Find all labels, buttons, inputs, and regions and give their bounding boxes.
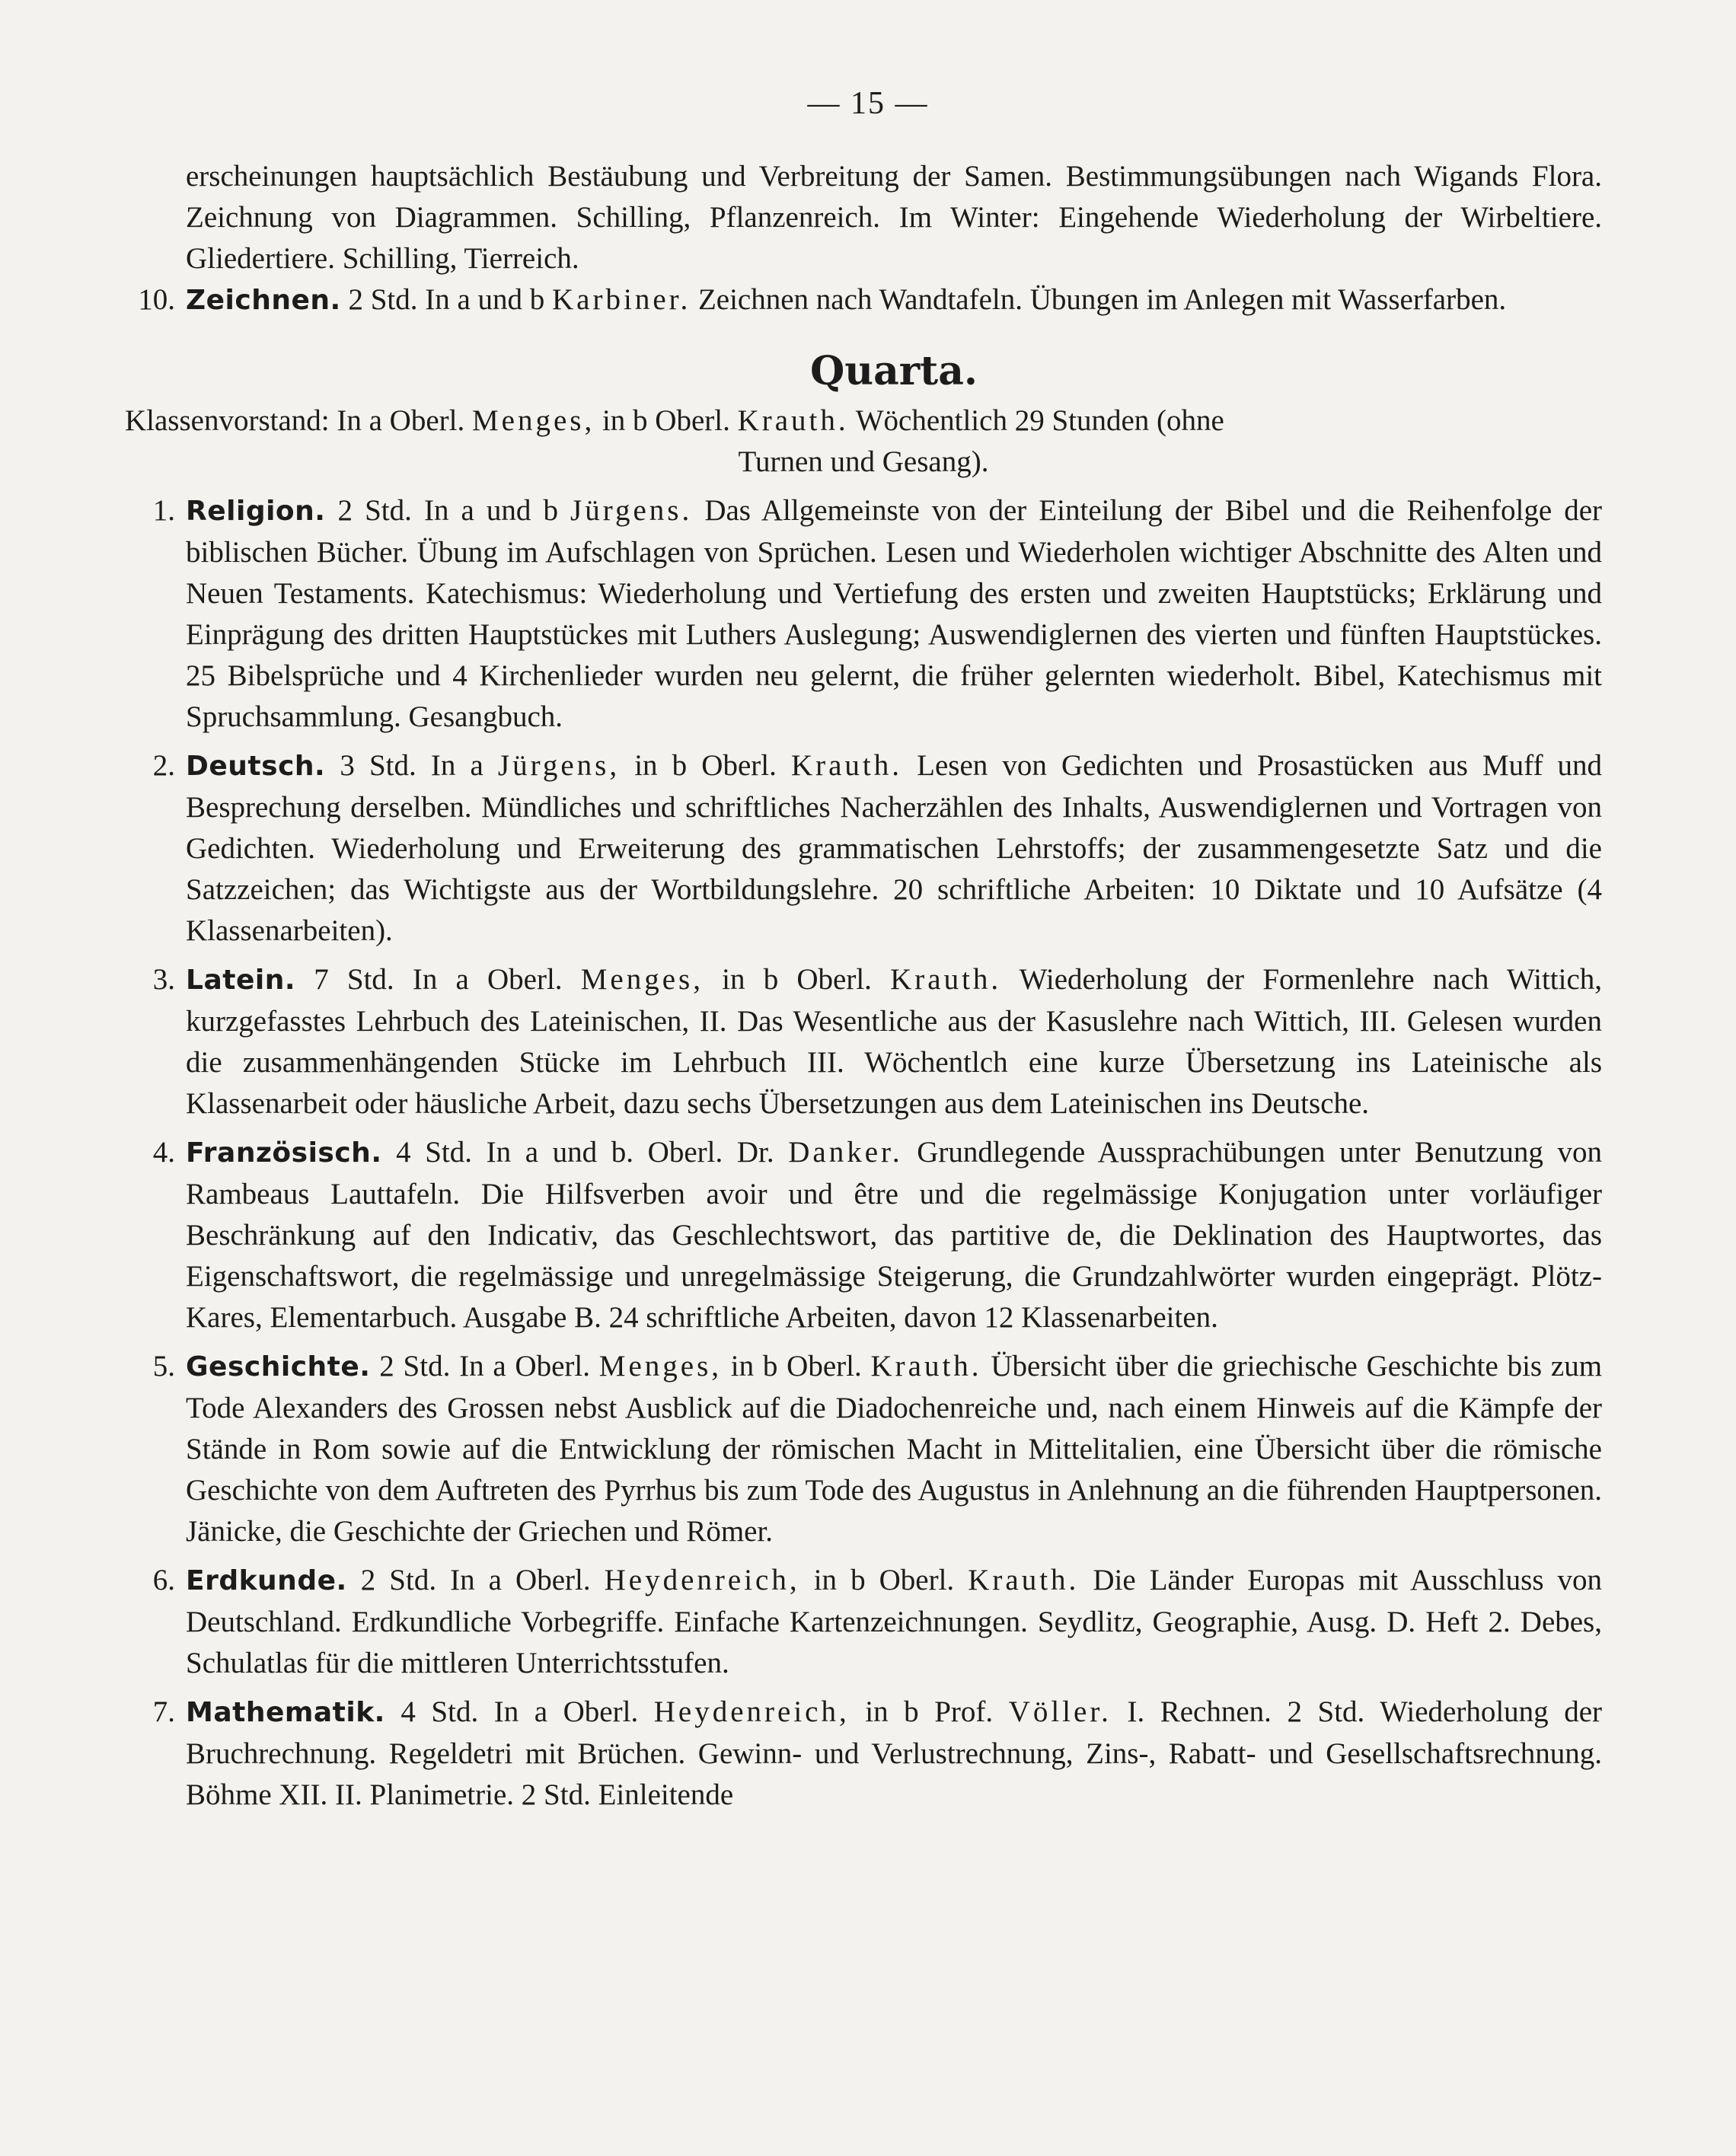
subject-heading: Geschichte.: [186, 1351, 371, 1383]
teacher-name: Karbiner.: [552, 283, 691, 316]
teacher-name: Danker.: [788, 1136, 903, 1169]
teacher-name: Menges,: [580, 963, 704, 996]
subject-item: [152, 1560, 1603, 1684]
teacher-name: Heydenreich,: [604, 1564, 800, 1596]
teacher-name: Heydenreich,: [653, 1695, 850, 1728]
item-text: Das Allgemeinste von der Einteilung der Bibel und die Reihenfolge der biblischen Bücher. Übung im Aufschlagen von Sprüchen. Lesen und Wiederholen wichtiger Abschnitte des Alten und Neuen Testaments. Katechismus: Wiederholung und Vertiefung des ersten und zweiten Hauptstücks; Erklärung und Einprägung des dritten Hauptstückes mit Luthers Auslegung; Auswendiglernen des vierten und fünften Hauptstückes. 25 Bibelsprüche und 4 Kirchenlieder wurden neu gelernt, die früher gelernten wiederholt. Bibel, Katechismus mit Spruchsammlung. Gesangbuch.: [186, 494, 1603, 733]
klassenvorstand-continuation: Turnen und Gesang).: [738, 445, 989, 478]
teacher-name: Krauth.: [968, 1564, 1080, 1596]
item-text: Zeichnen nach Wandtafeln. Übungen im Anlegen mit Wasserfarben.: [697, 283, 1507, 316]
item-text: I. Rechnen. 2 Std. Wiederholung der Bruchrechnung. Regeldetri mit Brüchen. Gewinn- und Verlustrechnung, Zins-, Rabatt- und Gesellschaftsrechnung. Böhme XII. II. Planimetrie. 2 Std. Einleitende: [186, 1695, 1603, 1811]
subject-item: [152, 490, 1603, 738]
item-pre: 2 Std. In a und b: [337, 494, 558, 527]
subject-heading: Religion.: [186, 496, 326, 527]
subject-heading: Zeichnen.: [186, 285, 341, 316]
item-pre: 4 Std. In a Oberl.: [400, 1695, 639, 1728]
teacher-name: Krauth.: [870, 1350, 982, 1383]
subject-heading: Latein.: [186, 965, 296, 996]
item-number: 5.: [152, 1350, 175, 1383]
subject-item: [152, 1346, 1603, 1552]
body-text: [125, 156, 1603, 1816]
item-number: 3.: [152, 963, 175, 996]
teacher-name: Krauth.: [790, 749, 903, 782]
teacher-name: Menges,: [471, 404, 595, 437]
item-number: 10.: [138, 283, 175, 316]
item-mid: in b Oberl.: [730, 1350, 862, 1383]
page-number: — 15 —: [807, 86, 929, 121]
subject-heading: Deutsch.: [186, 751, 326, 782]
item-number: 4.: [152, 1136, 175, 1169]
teacher-name: Krauth.: [737, 404, 849, 437]
item-mid: in b Oberl.: [813, 1564, 955, 1596]
item-number: 2.: [152, 749, 175, 782]
subject-item: [152, 745, 1603, 952]
teacher-name: Jürgens.: [570, 494, 693, 527]
item-text: Die Länder Europas mit Ausschluss von Deutschland. Erdkundliche Vorbegriffe. Einfache Kartenzeichnungen. Seydlitz, Geographie, Ausg. D. Heft 2. Debes, Schulatlas für die mittleren Unterrichtsstufen.: [186, 1564, 1603, 1679]
item-pre: 2 Std. In a und b: [348, 283, 545, 316]
item-text: Lesen von Gedichten und Prosastücken aus Muff und Besprechung derselben. Mündliches und schriftliches Nacherzählen des Inhalts, Auswendiglernen und Vortragen von Gedichten. Wiederholung und Erweiterung des grammatischen Lehrstoffs; der zusammengesetzte Satz und die Satzzeichen; das Wichtigste aus der Wortbildungslehre. 20 schriftliche Arbeiten: 10 Diktate und 10 Aufsätze (4 Klassenarbeiten).: [186, 749, 1603, 947]
klassenvorstand-line: [125, 400, 1602, 442]
subject-heading: Mathematik.: [186, 1697, 385, 1728]
item-text: Übersicht über die griechische Geschichte bis zum Tode Alexanders des Grossen nebst Ausblick auf die Diadochenreiche und, nach einem Hinweis auf die Kämpfe der Stände in Rom sowie auf die Entwicklung der römischen Macht in Mittelitalien, eine Übersicht über die römische Geschichte von dem Auftreten des Pyrrhus bis zum Tode des Augustus in Anlehnung an die führenden Hauptpersonen. Jänicke, die Geschichte der Griechen und Römer.: [186, 1350, 1603, 1548]
item-text: Grundlegende Aussprachübungen unter Benutzung von Rambeaus Lauttafeln. Die Hilfsverben avoir und être und die regelmässige Konjugation unter vorläufiger Beschränkung auf den Indicativ, das Geschlechtswort, das partitive de, die Deklination des Hauptwortes, das Eigenschaftswort, die regelmässige und unregelmässige Steigerung, die Grundzahlwörter wurden eingeprägt. Plötz-Kares, Elementarbuch. Ausgabe B. 24 schriftliche Arbeiten, davon 12 Klassenarbeiten.: [186, 1136, 1603, 1334]
teacher-name: Jürgens,: [497, 749, 621, 782]
klassen-pre: Klassenvorstand: In a Oberl.: [125, 404, 465, 437]
item-pre: 2 Std. In a Oberl.: [379, 1350, 590, 1383]
item-pre: 2 Std. In a Oberl.: [360, 1564, 591, 1596]
item-pre: 3 Std. In a: [340, 749, 483, 782]
item-pre: 4 Std. In a und b. Oberl. Dr.: [396, 1136, 774, 1169]
item-number: 6.: [152, 1564, 175, 1596]
item-mid: in b Oberl.: [634, 749, 777, 782]
teacher-name: Krauth.: [890, 963, 1002, 996]
subject-list: [152, 490, 1603, 1816]
teacher-name: Menges,: [598, 1350, 722, 1383]
item-mid: in b Oberl.: [722, 963, 872, 996]
klassen-mid: in b Oberl.: [602, 404, 730, 437]
item-zeichnen: [138, 279, 1602, 321]
item-number: 1.: [152, 494, 175, 527]
section-heading: Quarta.: [809, 348, 978, 394]
intro-paragraph: erscheinungen hauptsächlich Bestäubung und Verbreitung der Samen. Bestimmungsübungen nach Wigands Flora. Zeichnung von Diagrammen. Schilling, Pflanzenreich. Im Winter: Eingehende Wiederholung der Wirbeltiere. Gliedertiere. Schilling, Tierreich.: [186, 160, 1602, 275]
item-number: 7.: [152, 1695, 175, 1728]
subject-heading: Französisch.: [186, 1137, 382, 1169]
subject-item: [152, 959, 1603, 1124]
subject-heading: Erdkunde.: [186, 1565, 347, 1596]
item-mid: in b Prof.: [865, 1695, 994, 1728]
item-pre: 7 Std. In a Oberl.: [314, 963, 563, 996]
item-text: Wiederholung der Formenlehre nach Wittich, kurzgefasstes Lehrbuch des Lateinischen, II. Das Wesentliche aus der Kasuslehre nach Wittich, III. Gelesen wurden die zusammenhängenden Stücke im Lehrbuch III. Wöchentlch eine kurze Übersetzung ins Lateinische als Klassenarbeit oder häusliche Arbeit, dazu sechs Übersetzungen aus dem Lateinischen ins Deutsche.: [186, 963, 1603, 1120]
subject-item: [152, 1132, 1603, 1338]
subject-item: [152, 1692, 1603, 1816]
klassen-post: Wöchentlich 29 Stunden (ohne: [855, 404, 1224, 437]
teacher-name: Völler.: [1008, 1695, 1112, 1728]
